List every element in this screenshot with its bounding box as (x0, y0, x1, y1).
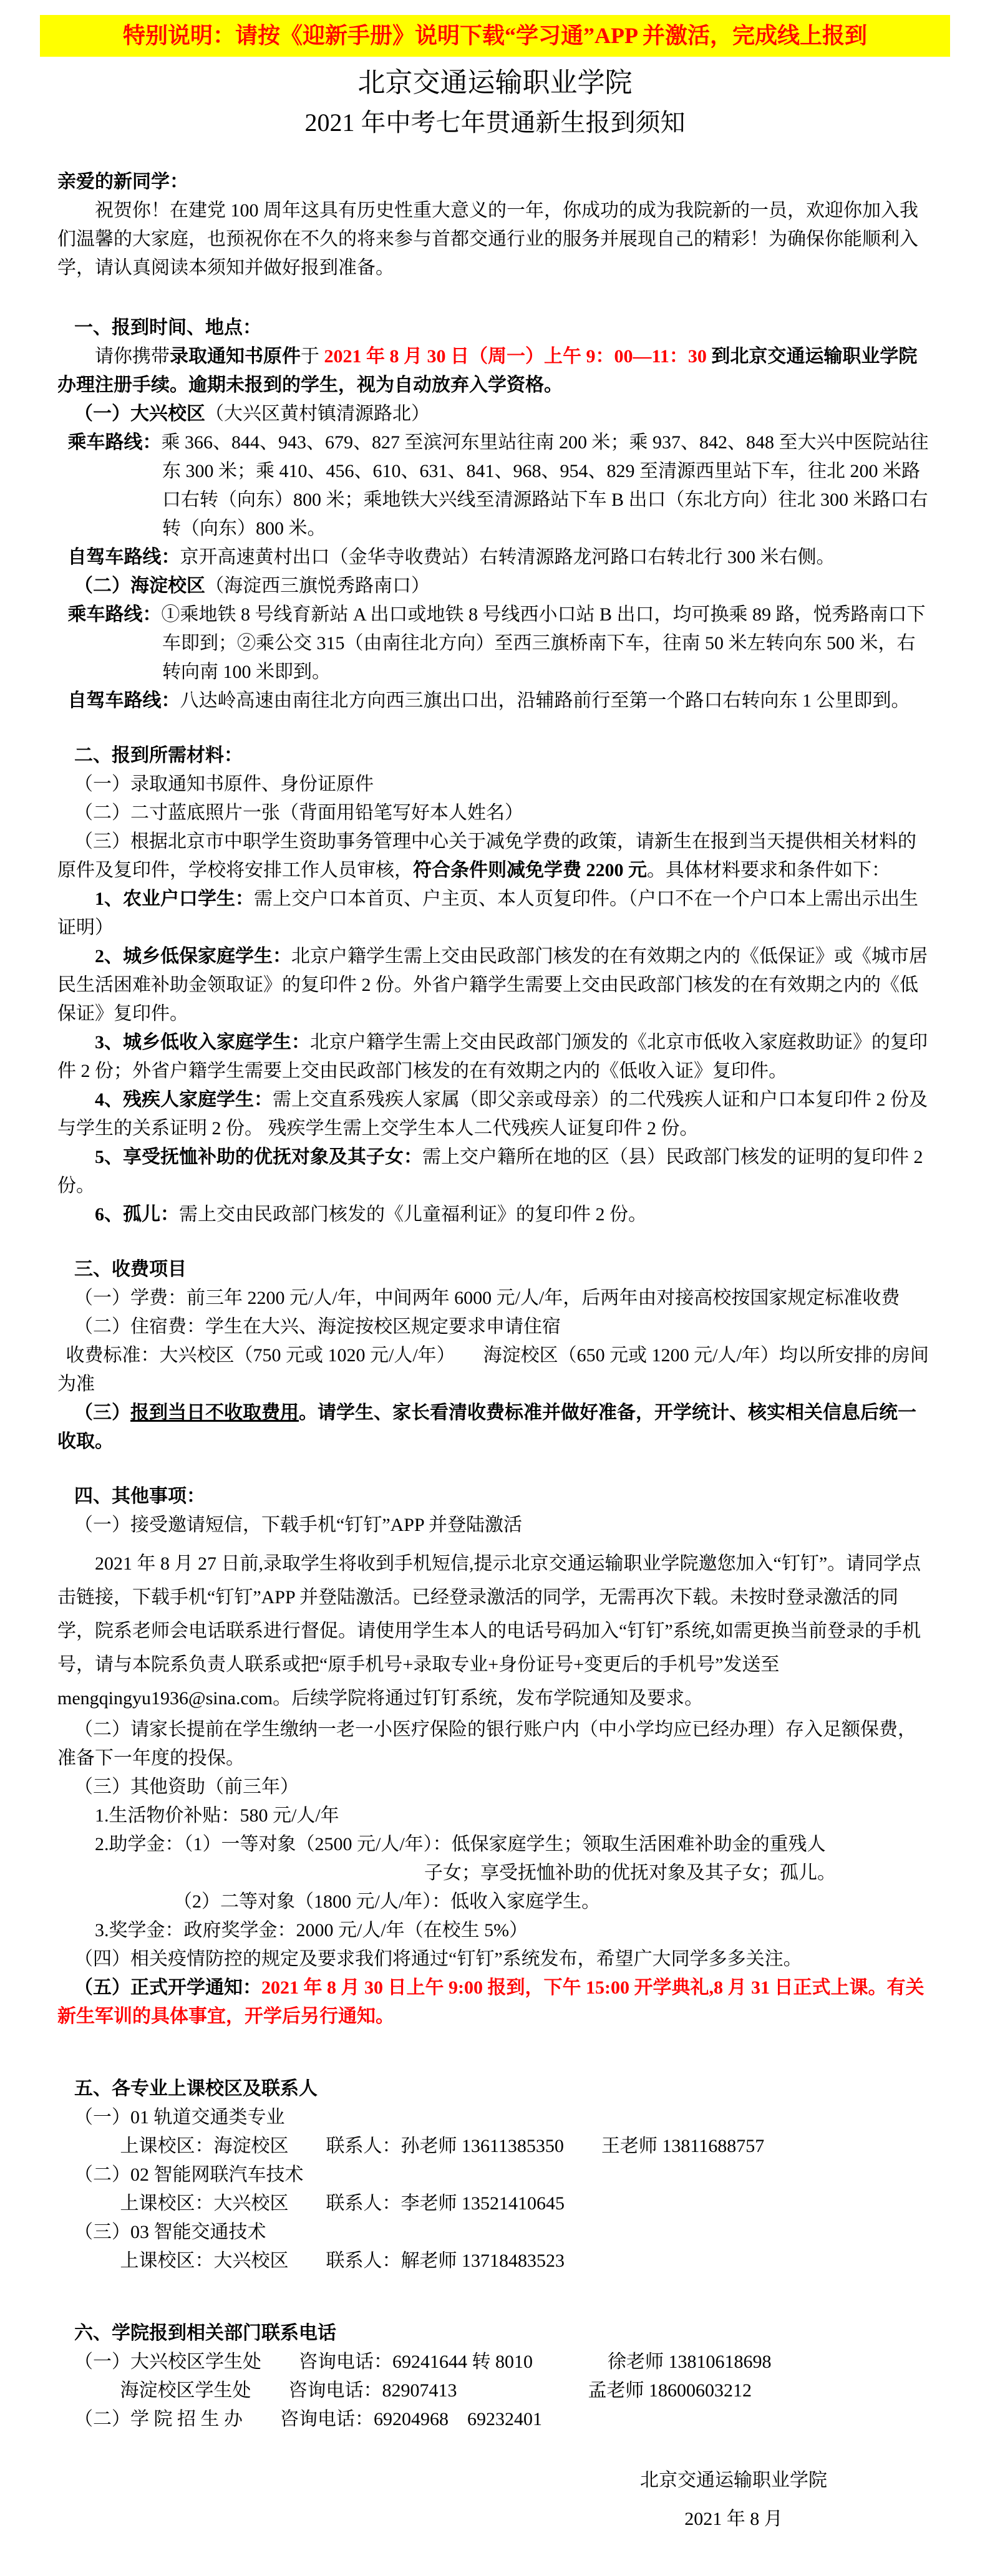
fee-item-3-post: 。请学生、家长看清收费标准并做好准备，开学统计、核实相关信息后统一收取。 (57, 1402, 916, 1452)
major-3-title: （三）03 智能交通技术 (74, 2221, 266, 2242)
doc-subtitle: 2021 年中考七年贯通新生报到须知 (304, 108, 686, 137)
section-2-heading: 二、报到所需材料： (74, 745, 243, 766)
opening-notice-red: 2021 年 8 月 30 日上午 9:00 报到，下午 15:00 开学典礼,8 月 31 日正式上课。有关新生军训的具体事宜，开学后另行通知。 (57, 1977, 924, 2027)
material-type-4-text: 需上交直系残疾人家属（即父亲或母亲）的二代残疾人证和户口本复印件 2 份及与学生的关系证明 2 份。 残疾学生需上交学生本人二代残疾人证复印件 2 份。 (57, 1089, 928, 1139)
doc-title: 北京交通运输职业学院 (357, 67, 633, 98)
material-type-4 (57, 1086, 933, 1143)
material-type-3 (57, 1028, 933, 1086)
other-item-1: （一）接受邀请短信，下载手机“钉钉”APP 并登陆激活 (74, 1514, 523, 1535)
daxing-bus-route-text: 乘 366、844、943、679、827 至滨河东里站往南 200 米；乘 937、842、848 至大兴中医院站往东 300 米；乘 410、456、610、631、841、968、954、829 至清源西里站下车，往北 200 米路口右转（向东）800 米；乘地铁大兴线至清源路站下车 B 出口（东北方向）往北 300 米路口右转（向东）800 米。 (161, 432, 929, 539)
other-item-5 (57, 1974, 933, 2031)
signature-block (614, 2461, 853, 2539)
signature-org: 北京交通运输职业学院 (640, 2469, 827, 2491)
campus-haidian-heading (57, 572, 933, 601)
banner-note: 特别说明：请按《迎新手册》说明下载“学习通”APP 并激活，完成线上报到 (40, 15, 950, 57)
no-fee-underlined: 报到当日不收取费用 (130, 1402, 299, 1423)
dept-phone-daxing: （一）大兴校区学生处 咨询电话：69241644 转 8010 徐老师 13810618698 (74, 2351, 772, 2372)
section-5-heading: 五、各专业上课校区及联系人 (74, 2078, 318, 2099)
dingtalk-paragraph: 2021 年 8 月 27 日前,录取学生将收到手机短信,提示北京交通运输职业学院邀您加入“钉钉”。请同学点击链接，下载手机“钉钉”APP 并登陆激活。已经登录激活的同学，无需再次下载。未按时登录激活的同学，院系老师会电话联系进行督促。请使用学生本人的电话号码加入“钉钉”系统,如需更换当前登录的手机号，请与本院系负责人联系或把“原手机号+录取专业+身份证号+变更后的手机号”发送至 mengqingyu1936@sina.com。后续学院将通过钉钉系统，发布学院通知及要求。 (57, 1553, 921, 1709)
material-type-6-label: 6、孤儿： (95, 1204, 179, 1225)
admission-letter-bold: 录取通知书原件 (170, 345, 301, 367)
other-item-4: （四）相关疫情防控的规定及要求我们将通过“钉钉”系统发布，希望广大同学多多关注。 (74, 1948, 802, 1969)
other-item-2: （二）请家长提前在学生缴纳一老一小医疗保险的银行账户内（中小学均应已经办理）存入足额保费，准备下一年度的投保。 (57, 1719, 916, 1768)
material-type-2 (57, 942, 933, 1028)
major-2-contact: 上课校区：大兴校区 联系人：李老师 13521410645 (120, 2192, 565, 2214)
intro-paragraph: 祝贺你！在建党 100 周年这具有历史性重大意义的一年，你成功的成为我院新的一员，欢迎你加入我们温馨的大家庭，也预祝你在不久的将来参与首都交通行业的服务并展现自己的精彩！为确保你能顺利入学，请认真阅读本须知并做好报到准备。 (57, 200, 918, 278)
bus-route-label-2: 乘车路线： (67, 604, 162, 625)
drive-route-label-2: 自驾车路线： (67, 690, 180, 711)
greeting: 亲爱的新同学： (57, 171, 188, 192)
material-type-2-text: 北京户籍学生需上交由民政部门核发的在有效期之内的《低保证》或《城市居民生活困难补助金领取证》的复印件 2 份。外省户籍学生需要上交由民政部门核发的在有效期之内的《低保证》复印件。 (57, 945, 928, 1024)
major-2-title: （二）02 智能网联汽车技术 (74, 2164, 304, 2185)
major-3-contact: 上课校区：大兴校区 联系人：解老师 13718483523 (120, 2250, 565, 2271)
fee-item-tuition: （一）学费：前三年 2200 元/人/年，中间两年 6000 元/人/年，后两年由对接高校按国家规定标准收费 (74, 1287, 900, 1308)
material-type-5 (57, 1143, 933, 1200)
material-item-2: （二）二寸蓝底照片一张（背面用铅笔写好本人姓名） (74, 802, 523, 823)
material-item-3 (57, 827, 933, 885)
section-6-heading: 六、学院报到相关部门联系电话 (74, 2322, 336, 2343)
report-time-paragraph (57, 342, 933, 400)
subsidy-grant-tier2: （2）二等对象（1800 元/人/年）：低收入家庭学生。 (173, 1891, 601, 1912)
report-time-pre: 请你携带 (95, 345, 170, 367)
daxing-drive-route (57, 543, 933, 572)
material-type-3-text: 北京户籍学生需上交由民政部门颁发的《北京市低收入家庭救助证》的复印件 2 份；外省户籍学生需要上交由民政部门核发的在有效期之内的《低收入证》复印件。 (57, 1031, 928, 1081)
report-datetime-red: 2021 年 8 月 30 日（周一）上午 9：00—11：30 (324, 345, 707, 367)
material-type-1-label: 1、农业户口学生： (95, 888, 254, 909)
section-3-heading: 三、收费项目 (74, 1258, 187, 1280)
subsidy-scholarship: 3.奖学金：政府奖学金：2000 元/人/年（在校生 5%） (95, 1919, 528, 1941)
major-1-title: （一）01 轨道交通类专业 (74, 2106, 285, 2128)
major-1-contact: 上课校区：海淀校区 联系人：孙老师 13611385350 王老师 13811688757 (120, 2135, 765, 2156)
subsidy-grant-tier1-cont: 子女；享受抚恤补助的优抚对象及其子女；孤儿。 (424, 1862, 836, 1883)
material-type-6 (57, 1200, 933, 1229)
section-1-heading: 一、报到时间、地点： (74, 317, 261, 338)
other-item-3: （三）其他资助（前三年） (74, 1776, 299, 1797)
material-type-3-label: 3、城乡低收入家庭学生： (95, 1031, 310, 1053)
campus-daxing-label: （一）大兴校区 (74, 403, 205, 424)
material-type-1-text: 需上交户口本首页、户主页、本人页复印件。（户口不在一个户口本上需出示出生证明） (57, 888, 918, 938)
material-type-1 (57, 885, 933, 942)
subsidy-grant-tier1: 2.助学金：（1）一等对象（2500 元/人/年）：低保家庭学生；领取生活困难补助金的重残人 (95, 1833, 826, 1855)
drive-route-label: 自驾车路线： (67, 546, 180, 567)
daxing-bus-route (57, 428, 933, 543)
haidian-drive-route (57, 687, 933, 715)
signature-date: 2021 年 8 月 (684, 2508, 783, 2529)
report-time-post: 到北京交通运输职业学院办理注册手续。逾期未报到的学生，视为自动放弃入学资格。 (57, 345, 918, 395)
material-item-3-pre: （三）根据北京市中职学生资助事务管理中心关于减免学费的政策，请新生在报到当天提供相关材料的原件及复印件，学校将安排工作人员审核， (57, 831, 916, 880)
daxing-drive-route-text: 京开高速黄村出口（金华寺收费站）右转清源路龙河路口右转北行 300 米右侧。 (180, 546, 835, 567)
opening-notice-label: （五）正式开学通知： (74, 1977, 261, 1998)
material-type-5-text: 需上交户籍所在地的区（县）民政部门核发的证明的复印件 2 份。 (57, 1146, 923, 1196)
section-4-heading: 四、其他事项： (74, 1485, 205, 1507)
dept-phone-admissions: （二）学 院 招 生 办 咨询电话：69204968 69232401 (74, 2408, 542, 2429)
campus-daxing-address: （大兴区黄村镇清源路北） (205, 403, 430, 424)
haidian-bus-route (57, 601, 933, 687)
fee-item-3-prefix: （三） (74, 1402, 130, 1423)
fee-item-no-payment (57, 1399, 933, 1456)
material-item-3-post: 。具体材料要求和条件如下： (647, 859, 890, 880)
material-type-2-label: 2、城乡低保家庭学生： (95, 945, 291, 967)
campus-haidian-address: （海淀西三旗悦秀路南口） (205, 575, 430, 596)
bus-route-label: 乘车路线： (67, 432, 162, 453)
campus-haidian-label: （二）海淀校区 (74, 575, 205, 596)
tuition-waiver-bold: 符合条件则减免学费 2200 元 (413, 859, 647, 880)
campus-daxing-heading (57, 400, 933, 428)
material-item-1: （一）录取通知书原件、身份证原件 (74, 773, 374, 794)
haidian-drive-route-text: 八达岭高速由南往北方向西三旗出口出，沿辅路前行至第一个路口右转向东 1 公里即到。 (180, 690, 910, 711)
dept-phone-haidian: 海淀校区学生处 咨询电话：82907413 孟老师 18600603212 (120, 2380, 752, 2401)
material-type-6-text: 需上交由民政部门核发的《儿童福利证》的复印件 2 份。 (179, 1204, 647, 1225)
subsidy-living: 1.生活物价补贴：580 元/人/年 (95, 1805, 339, 1826)
material-type-5-label: 5、享受抚恤补助的优抚对象及其子女： (95, 1146, 422, 1167)
fee-item-lodging: （二）住宿费：学生在大兴、海淀按校区规定要求申请住宿 (74, 1316, 561, 1337)
fee-standard-line: 收费标准：大兴校区（750 元或 1020 元/人/年） 海淀校区（650 元或 1200 元/人/年）均以所安排的房间为准 (57, 1344, 929, 1394)
haidian-bus-route-text: ①乘地铁 8 号线育新站 A 出口或地铁 8 号线西小口站 B 出口，均可换乘 89 路，悦秀路南口下车即到；②乘公交 315（由南往北方向）至西三旗桥南下车，往南 50 米左转向东 500 米，右转向南 100 米即到。 (161, 604, 926, 682)
report-time-mid: 于 (301, 345, 324, 367)
material-type-4-label: 4、残疾人家庭学生： (95, 1089, 273, 1110)
